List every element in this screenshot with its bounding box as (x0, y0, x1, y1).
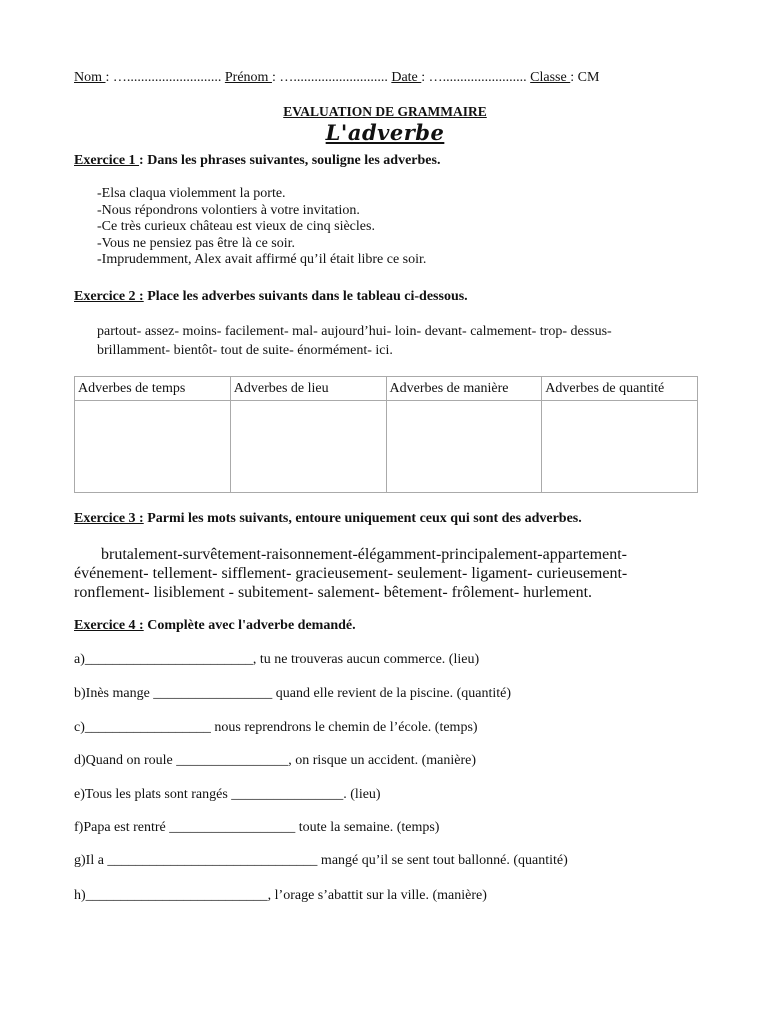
question-d[interactable]: d)Quand on roule ________________, on risque un accident. (manière) (74, 753, 477, 768)
header-line (74, 70, 599, 86)
exercise1-sentences (97, 186, 426, 269)
column-header-quantite: Adverbes de quantité (542, 377, 698, 401)
question-c[interactable]: c)__________________ nous reprendrons le chemin de l’école. (temps) (74, 720, 478, 735)
column-header-lieu: Adverbes de lieu (230, 377, 386, 401)
exercise1-heading (74, 153, 440, 169)
exercise4-instruction: Complète avec l'adverbe demandé. (143, 618, 356, 633)
column-header-temps: Adverbes de temps (75, 377, 231, 401)
exercise2-heading (74, 289, 468, 305)
question-g[interactable]: g)Il a ______________________________ mangé qu’il se sent tout ballonné. (quantité) (74, 853, 568, 868)
word-line: partout- assez- moins- facilement- mal- aujourd’hui- loin- devant- calmement- trop- dessus- (97, 324, 612, 339)
exercise3-heading (74, 511, 582, 527)
sentence: -Vous ne pensiez pas être là ce soir. (97, 235, 296, 251)
nom-label: Nom (74, 70, 106, 85)
prenom-field: : …........................... (271, 70, 388, 85)
classe-value: : CM (570, 70, 600, 85)
exercise3-instruction: Parmi les mots suivants, entoure uniquement ceux qui sont des adverbes. (143, 511, 582, 526)
word-line: brutalement-survêtement-raisonnement-élégamment-principalement-appartement- (101, 546, 627, 563)
exercise3-word-list (74, 545, 714, 602)
date-label: Date (391, 70, 422, 85)
answer-cell-quantite[interactable] (542, 401, 698, 493)
nom-field: : …........................... (105, 70, 222, 85)
exercise1-label: Exercice 1 (74, 153, 140, 168)
answer-cell-maniere[interactable] (386, 401, 542, 493)
question-h[interactable]: h)__________________________, l’orage s’abattit sur la ville. (manière) (74, 888, 487, 903)
page-subtitle: L'adverbe (325, 120, 445, 145)
question-e[interactable]: e)Tous les plats sont rangés ________________. (lieu) (74, 787, 381, 802)
answer-cell-temps[interactable] (75, 401, 231, 493)
column-header-maniere: Adverbes de manière (386, 377, 542, 401)
exercise2-instruction: Place les adverbes suivants dans le tableau ci-dessous. (143, 289, 468, 304)
exercise4-label: Exercice 4 : (74, 618, 144, 633)
exercise1-instruction: : Dans les phrases suivantes, souligne les adverbes. (139, 153, 441, 168)
exercise3-label: Exercice 3 : (74, 511, 144, 526)
word-line: événement- tellement- sifflement- gracieusement- seulement- ligament- curieusement- (74, 565, 628, 582)
sentence: -Nous répondrons volontiers à votre invitation. (97, 202, 360, 218)
question-a[interactable]: a)________________________, tu ne trouveras aucun commerce. (lieu) (74, 652, 480, 667)
question-b[interactable]: b)Inès mange _________________ quand elle revient de la piscine. (quantité) (74, 686, 511, 701)
answer-cell-lieu[interactable] (230, 401, 386, 493)
word-line: brillamment- bientôt- tout de suite- énormément- ici. (97, 343, 393, 358)
page-title: EVALUATION DE GRAMMAIRE (283, 104, 487, 119)
exercise4-heading (74, 618, 356, 634)
question-f[interactable]: f)Papa est rentré __________________ toute la semaine. (temps) (74, 820, 440, 835)
date-field: : …........................ (421, 70, 527, 85)
sentence: -Elsa claqua violemment la porte. (97, 186, 286, 201)
exercise2-word-list (97, 322, 697, 360)
adverb-table (74, 376, 698, 493)
exercise2-label: Exercice 2 : (74, 289, 144, 304)
word-line: ronflement- lisiblement - subitement- salement- bêtement- frôlement- hurlement. (74, 584, 593, 601)
sentence: -Imprudemment, Alex avait affirmé qu’il était libre ce soir. (97, 252, 427, 267)
prenom-label: Prénom (224, 70, 272, 85)
classe-label: Classe (530, 70, 571, 85)
sentence: -Ce très curieux château est vieux de cinq siècles. (97, 219, 375, 234)
